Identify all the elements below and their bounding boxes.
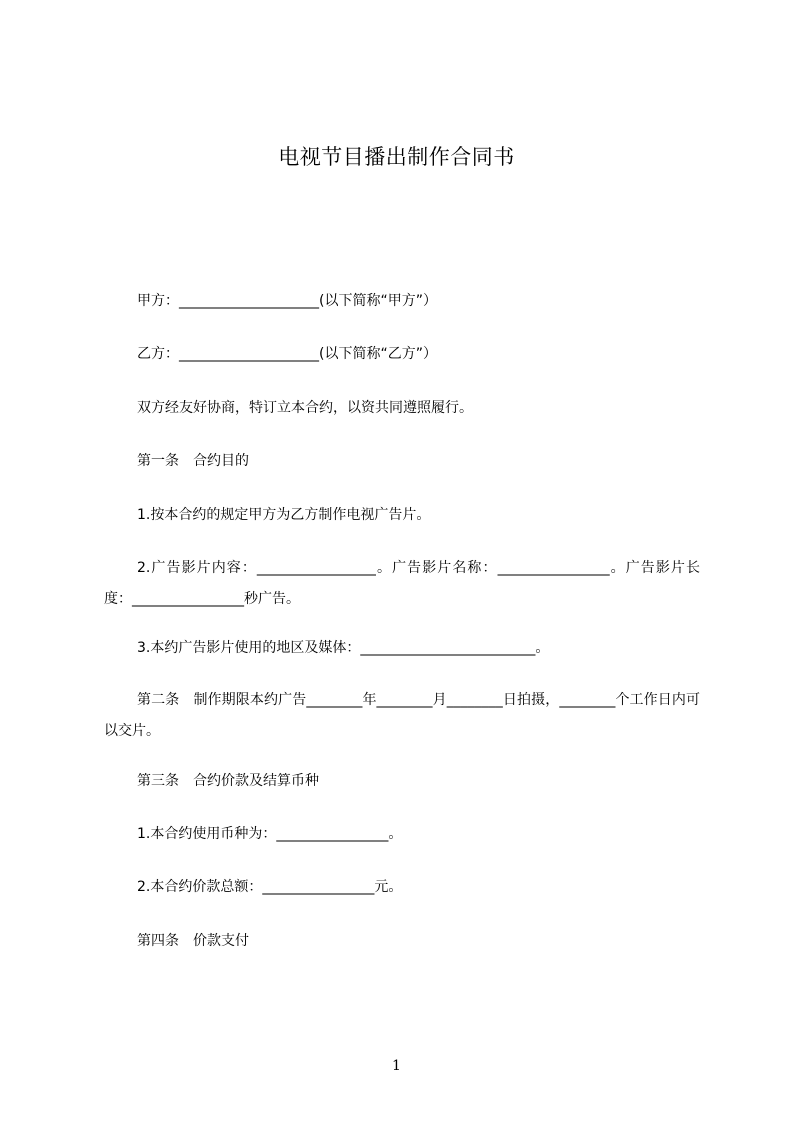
- preamble-line: 双方经友好协商，特订立本合约，以资共同遵照履行。: [137, 400, 473, 416]
- article-3-heading: 第三条 合约价款及结算币种: [137, 773, 319, 789]
- page-number: 1: [392, 1058, 401, 1074]
- article-1-heading: 第一条 合约目的: [137, 453, 249, 469]
- article-1-item-3: 3.本约广告影片使用的地区及媒体：_________________________。: [137, 640, 550, 656]
- article-4-heading: 第四条 价款支付: [137, 933, 249, 949]
- article-3-item-1: 1.本合约使用币种为：________________。: [137, 826, 403, 842]
- party-b-line: 乙方：____________________(以下简称“乙方”）: [137, 346, 437, 362]
- article-1-item-2: 2.广告影片内容：_________________。广告影片名称：________________。广告影片长度：________________秒广告。: [104, 560, 700, 607]
- article-3-item-2: 2.本合约价款总额：________________元。: [137, 879, 403, 895]
- document-title: 电视节目播出制作合同书: [278, 145, 515, 169]
- article-1-item-1: 1.按本合约的规定甲方为乙方制作电视广告片。: [137, 507, 431, 523]
- party-a-line: 甲方：____________________(以下简称“甲方”）: [137, 293, 437, 309]
- article-2-paragraph: 第二条 制作期限本约广告________年________月________日拍摄，________个工作日内可以交片。: [104, 692, 700, 739]
